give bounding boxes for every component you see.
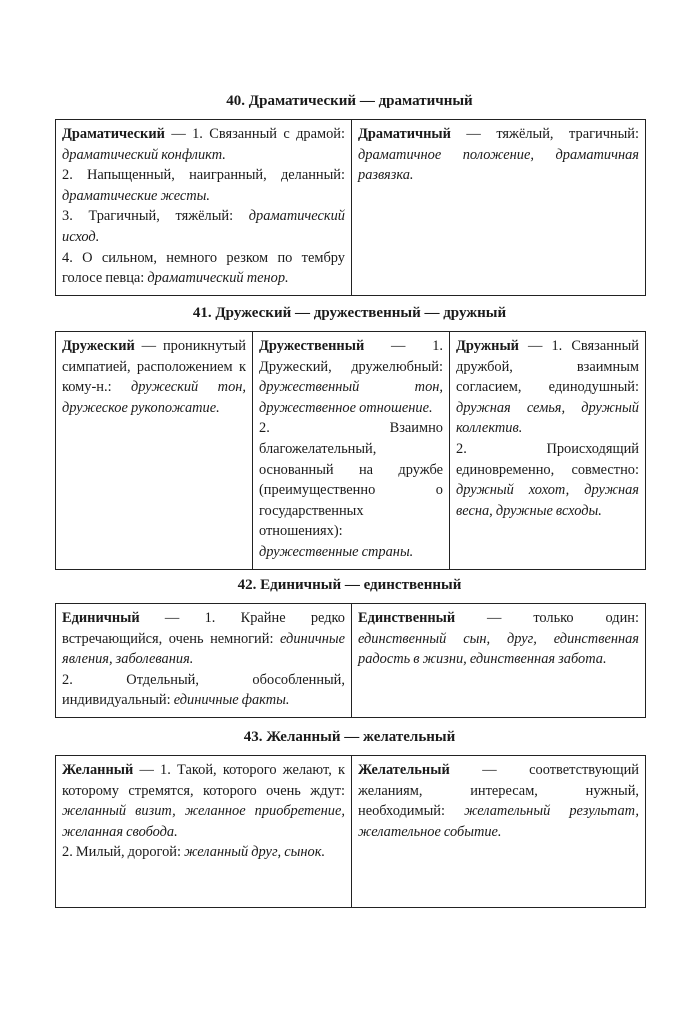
usage-example: драматичное положение, драматичная развязка.: [358, 146, 639, 184]
definition-text: 3. Трагичный, тяжёлый:: [62, 208, 249, 225]
term-headword: Единственный: [358, 610, 456, 626]
usage-example: дружный хохот, дружная весна, дружные всходы.: [456, 482, 639, 519]
definition-paragraph: [259, 418, 443, 562]
definition-paragraph: [62, 206, 345, 247]
definition-text: — проникнутый симпатией, расположением к кому-н.:: [62, 338, 246, 396]
definition-cell: [56, 604, 352, 718]
definition-cell: [352, 604, 646, 718]
definition-text: — 1. Крайне редко встречающийся, очень немногий:: [62, 610, 345, 647]
usage-example: дружественные страны.: [259, 543, 414, 560]
definition-paragraph: [62, 124, 345, 165]
comparison-table: [55, 331, 646, 570]
definition-paragraph: [456, 439, 639, 521]
usage-example: драматические жесты.: [62, 187, 211, 204]
usage-example: желанный друг, сынок.: [184, 844, 326, 861]
definition-paragraph: [62, 670, 345, 711]
section-title: 42. Единичный — единственный: [237, 577, 462, 593]
definition-paragraph: [259, 336, 443, 418]
definition-text: — 1. Дружеский, дружелюбный:: [259, 338, 443, 375]
section-title: 41. Дружеский — дружественный — дружный: [192, 305, 507, 321]
definition-cell: [56, 332, 253, 570]
definition-cell: [253, 332, 450, 570]
definition-cell: [56, 756, 352, 908]
definition-paragraph: [358, 124, 639, 186]
comparison-table: [55, 603, 646, 718]
definition-text: — тяжёлый, трагичный:: [450, 126, 639, 142]
definition-cell: [352, 120, 646, 296]
definition-paragraph: [62, 760, 345, 842]
usage-example: желанный визит, желанное приобретение, желанная свобода.: [62, 803, 345, 840]
definition-text: — только один:: [455, 610, 639, 626]
definition-paragraph: [62, 842, 345, 863]
usage-example: желательный результат, желательное событие.: [358, 803, 639, 840]
usage-example: драматический тенор.: [147, 270, 289, 287]
definition-text: 2. Напыщенный, наигранный, деланный:: [62, 167, 345, 184]
comparison-table: [55, 119, 646, 296]
definition-paragraph: [62, 165, 345, 206]
definition-text: — 1. Связанный дружбой, взаимным согласием, единодушный:: [456, 338, 639, 396]
definition-paragraph: [358, 760, 639, 842]
definition-paragraph: [456, 336, 639, 439]
definition-text: 4. О сильном, немного резком по тембру голосе певца:: [62, 249, 345, 287]
section-title: 40. Драматический — драматичный: [226, 93, 473, 109]
term-headword: Драматичный: [358, 126, 451, 142]
usage-example: дружная семья, дружный коллектив.: [456, 399, 639, 437]
definition-cell: [352, 756, 646, 908]
comparison-table: [55, 755, 646, 908]
definition-text: 2. Взаимно благожелательный, основанный на дружбе (преимущественно о государственных отношениях):: [259, 420, 443, 540]
usage-example: единичные факты.: [173, 692, 290, 709]
definition-text: 2. Милый, дорогой:: [62, 844, 185, 861]
usage-example: драматический исход.: [62, 208, 345, 245]
term-headword: Драматический: [62, 126, 165, 142]
term-headword: Дружественный: [259, 338, 365, 354]
definition-paragraph: [358, 608, 639, 670]
definition-text: 2. Отдельный, обособленный, индивидуальный:: [62, 671, 345, 709]
definition-text: — 1. Такой, которого желают, к которому стремятся, которого очень ждут:: [62, 762, 345, 799]
term-headword: Дружный: [456, 338, 519, 354]
usage-example: единственный сын, друг, единственная радость в жизни, единственная забота.: [358, 630, 639, 668]
usage-example: дружеский тон, дружеское рукопожатие.: [62, 379, 246, 416]
definition-paragraph: [62, 248, 345, 289]
usage-example: драматический конфликт.: [62, 146, 226, 163]
definition-paragraph: [62, 336, 246, 418]
section-title: 43. Желанный — желательный: [243, 729, 456, 745]
definition-cell: [56, 120, 352, 296]
term-headword: Единичный: [62, 610, 140, 626]
term-headword: Желательный: [358, 762, 450, 778]
term-headword: Дружеский: [62, 338, 135, 354]
usage-example: единичные явления, заболевания.: [62, 630, 345, 668]
definition-text: 2. Происходящий единовременно, совместно:: [456, 440, 639, 478]
definition-text: — соответствующий желаниям, интересам, нужный, необходимый:: [358, 762, 639, 820]
definition-paragraph: [62, 608, 345, 670]
definition-text: — 1. Связанный с драмой:: [164, 126, 345, 142]
term-headword: Желанный: [62, 762, 134, 778]
definition-cell: [450, 332, 646, 570]
usage-example: дружественный тон, дружественное отношение.: [259, 379, 443, 416]
